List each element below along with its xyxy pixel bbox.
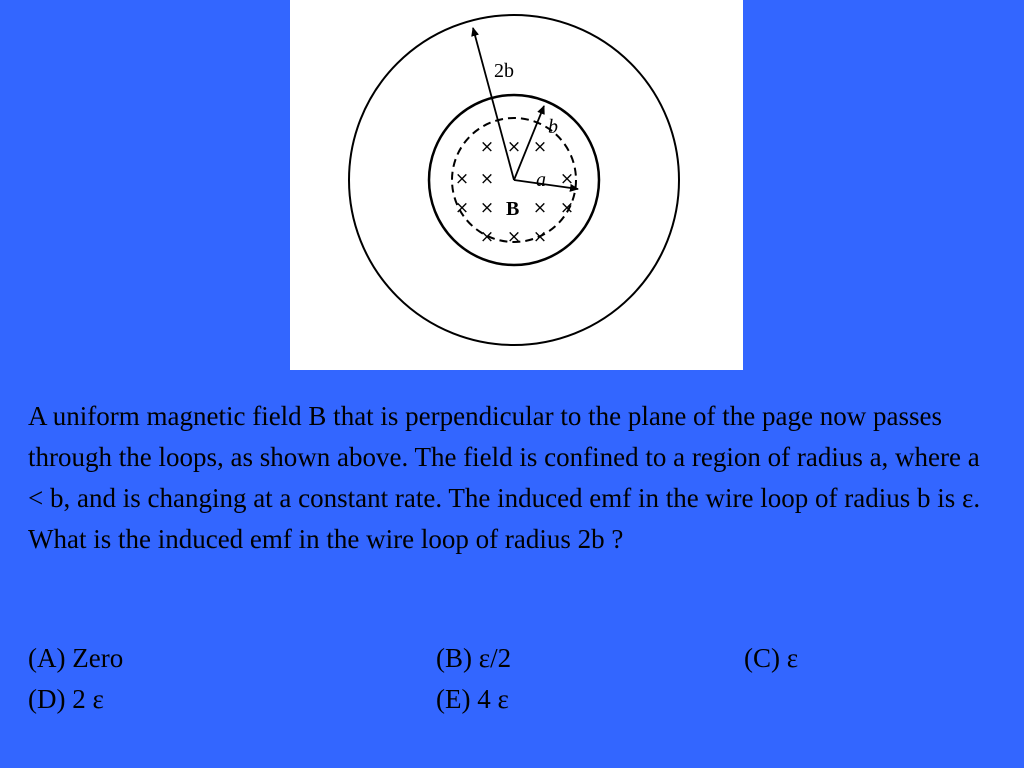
field-cross: × [479,227,495,247]
field-cross: × [532,137,548,157]
figure-panel [290,0,743,370]
outer-radius-arrow [473,28,514,180]
field-cross: × [479,198,495,218]
field-markers [455,137,574,247]
field-cross: × [479,137,495,157]
inner-radius-label: b [548,116,558,138]
field-cross: × [559,169,575,189]
choice-d[interactable]: (D) 2 ε [28,684,104,714]
field-label: B [506,198,520,220]
question-text: A uniform magnetic field B that is perpendicular to the plane of the page now passes through the loops, as shown above. The field is confined to a region of radius a, where a < b, and is changing at a constant rate. The induced emf in the wire loop of radius b is ε. What is the induced emf in the wire loop of radius 2b ? [28,401,981,554]
field-cross: × [559,198,575,218]
field-cross: × [532,227,548,247]
choice-c[interactable]: (C) ε [744,643,799,673]
field-cross: × [506,137,522,157]
field-cross: × [532,198,548,218]
loops-diagram [290,0,743,370]
field-radius-label: a [536,169,546,191]
field-cross: × [454,198,470,218]
choice-a[interactable]: (A) Zero [28,643,124,673]
choice-b[interactable]: (B) ε/2 [436,643,512,673]
field-cross: × [479,169,495,189]
field-cross: × [506,227,522,247]
outer-radius-label: 2b [494,60,514,82]
field-cross: × [454,169,470,189]
choice-e[interactable]: (E) 4 ε [436,684,509,714]
